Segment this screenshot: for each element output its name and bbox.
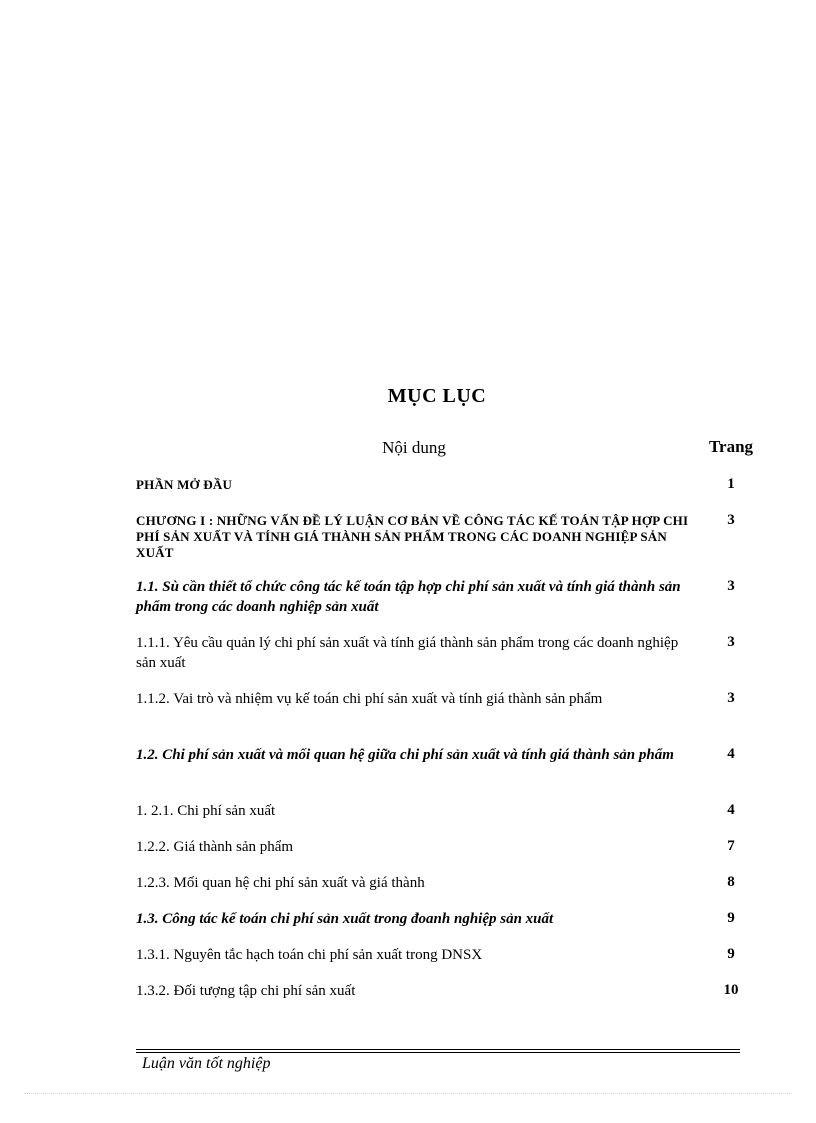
toc-entry-subsection-1-1-2[interactable]: 1.1.2. Vai trò và nhiệm vụ kế toán chi phí sản xuất và tính giá thành sản phẩm <box>136 691 603 707</box>
toc-entry-page-number: 3 <box>727 634 735 650</box>
toc-entry-section-1-3[interactable]: 1.3. Công tác kế toán chi phí sản xuất trong đoanh nghiệp sản xuất <box>136 911 554 927</box>
toc-entry-chapter-1[interactable]: CHƯƠNG I : NHỮNG VẤN ĐỀ LÝ LUẬN CƠ BẢN VỀ CÔNG TÁC KẾ TOÁN TẬP HỢP CHI PHÍ SẢN XUẤT VÀ TÍNH GIÁ THÀNH SẢN PHẨM TRONG CÁC DOANH NGHIỆP SẢN XUẤT <box>136 513 689 560</box>
toc-entry-page-number: 9 <box>727 946 735 962</box>
toc-entry-part-intro[interactable]: PHẦN MỞ ĐẦU <box>136 477 233 492</box>
content-column-header: Nội dung <box>382 438 446 457</box>
toc-entry-subsection-1-2-1[interactable]: 1. 2.1. Chi phí sản xuất <box>136 803 276 819</box>
toc-entry-page-number: 8 <box>727 874 735 890</box>
toc-entry-page-number: 10 <box>723 982 739 998</box>
toc-entry-section-1-2[interactable]: 1.2. Chi phí sản xuất và mối quan hệ giữa chi phí sản xuất và tính giá thành sản phẩm <box>136 747 674 763</box>
toc-entry-subsection-1-3-2[interactable]: 1.3.2. Đối tượng tập chi phí sản xuất <box>136 983 356 999</box>
toc-entry-subsection-1-2-3[interactable]: 1.2.3. Mối quan hệ chi phí sản xuất và giá thành <box>136 875 425 891</box>
toc-entry-page-number: 3 <box>727 512 735 528</box>
toc-entry-subsection-1-2-2[interactable]: 1.2.2. Giá thành sản phẩm <box>136 839 294 855</box>
footer-divider <box>136 1049 740 1050</box>
toc-entry-subsection-1-1-1[interactable]: 1.1.1. Yêu cầu quản lý chi phí sản xuất và tính giá thành sản phẩm trong các doanh nghiệp sản xuất <box>136 635 679 671</box>
footer-divider <box>136 1052 740 1053</box>
toc-entry-page-number: 1 <box>727 476 735 492</box>
toc-title: MỤC LỤC <box>387 385 487 407</box>
toc-entry-page-number: 4 <box>727 802 735 818</box>
toc-entry-page-number: 3 <box>727 690 735 706</box>
footer-title: Luận văn tốt nghiệp <box>142 1055 271 1072</box>
page-column-header: Trang <box>708 437 754 456</box>
page-edge-divider <box>24 1093 792 1094</box>
toc-entry-section-1-1[interactable]: 1.1. Sù cần thiết tổ chức công tác kế toán tập hợp chi phí sản xuất và tính giá thành sản phẩm trong các doanh nghiệp sản xuất <box>136 579 681 615</box>
toc-entry-page-number: 9 <box>727 910 735 926</box>
toc-entry-page-number: 4 <box>727 746 735 762</box>
toc-entry-page-number: 7 <box>727 838 735 854</box>
toc-entry-page-number: 3 <box>727 578 735 594</box>
toc-entry-subsection-1-3-1[interactable]: 1.3.1. Nguyên tắc hạch toán chi phí sản xuất trong DNSX <box>136 947 483 963</box>
